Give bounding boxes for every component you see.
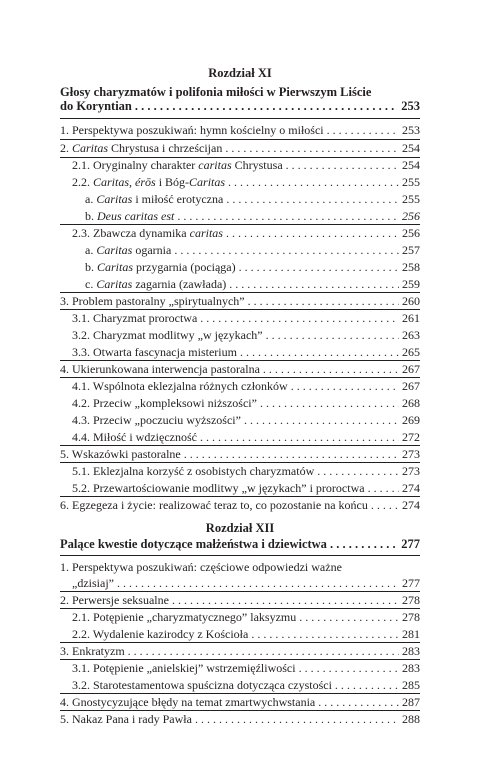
divider <box>60 642 420 643</box>
toc-entry[interactable] <box>72 661 420 676</box>
toc-entry[interactable] <box>72 576 420 591</box>
divider <box>60 608 420 609</box>
toc-entry[interactable] <box>72 610 420 625</box>
entry-label: 2. Perwersje seksualne <box>60 593 169 607</box>
leader-dots <box>226 226 399 241</box>
leader-dots <box>172 593 399 608</box>
entry-label: 4.4. Miłość i wdzięczność <box>72 430 197 444</box>
toc-entry[interactable] <box>72 158 420 173</box>
leader-dots <box>317 464 399 479</box>
page-number: 274 <box>402 498 420 512</box>
divider <box>60 555 420 556</box>
entry-label: 3.1. Potępienie „anielskiej” wstrzemięźliwości <box>72 661 296 675</box>
divider <box>60 224 420 225</box>
toc-entry[interactable] <box>72 413 420 428</box>
page-number: 288 <box>402 712 420 726</box>
divider <box>60 118 420 119</box>
page-number: 283 <box>402 644 420 658</box>
toc-entry[interactable] <box>60 123 420 138</box>
entry-label: 2.1. Oryginalny charakter caritas Chrystusa <box>72 158 283 172</box>
page-number: 253 <box>402 123 420 137</box>
leader-dots <box>174 243 399 258</box>
entry-label: a. Caritas i miłość erotyczna <box>85 192 224 206</box>
divider <box>60 445 420 446</box>
entry-label: 4.1. Wspólnota eklezjalna różnych członków <box>72 379 288 393</box>
divider <box>60 360 420 361</box>
divider <box>60 710 420 711</box>
leader-dots <box>291 379 399 394</box>
divider <box>60 462 420 463</box>
page-number: 267 <box>402 362 420 376</box>
divider <box>60 693 420 694</box>
leader-dots <box>244 413 399 428</box>
leader-dots <box>327 123 399 138</box>
toc-entry[interactable] <box>72 481 420 496</box>
entry-label: 2. Caritas Chrystusa i chrześcijan <box>60 141 223 155</box>
leader-dots <box>368 481 399 496</box>
page-number: 272 <box>402 430 420 444</box>
entry-label: 1. Perspektywa poszukiwań: hymn kościelny o miłości <box>60 123 324 137</box>
page-number: 277 <box>402 576 420 590</box>
leader-dots <box>251 627 399 642</box>
toc-entry[interactable] <box>60 644 420 659</box>
leader-dots <box>117 576 399 591</box>
leader-dots <box>263 362 399 377</box>
page-number: 256 <box>402 226 420 240</box>
chapter-title-entry[interactable] <box>60 537 420 552</box>
entry-label: 2.2. Caritas, érōs i Bóg-Caritas <box>72 175 226 189</box>
toc-entry[interactable] <box>72 678 420 693</box>
leader-dots <box>318 695 399 710</box>
divider <box>60 139 420 140</box>
toc-entry[interactable] <box>72 345 420 360</box>
entry-label: 3.2. Starotestamentowa spuścizna dotycząca czystości <box>72 678 332 692</box>
toc-entry[interactable] <box>60 498 420 513</box>
leader-dots <box>184 447 399 462</box>
page-number: 258 <box>402 260 420 274</box>
entry-label: 3.1. Charyzmat proroctwa <box>72 311 198 325</box>
page-number: 278 <box>402 593 420 607</box>
page-number: 287 <box>402 695 420 709</box>
toc-entry[interactable] <box>60 560 420 575</box>
toc-entry[interactable] <box>72 464 420 479</box>
leader-dots <box>239 260 399 275</box>
entry-label: 5. Nakaz Pana i rady Pawła <box>60 712 192 726</box>
chapter-heading: Rozdział XII <box>205 521 275 535</box>
toc-entry[interactable] <box>72 627 420 642</box>
toc-entry[interactable] <box>60 593 420 608</box>
page-number: 257 <box>402 243 420 257</box>
toc-entry[interactable] <box>85 243 420 258</box>
page-number: 259 <box>402 277 420 291</box>
entry-label: 4. Ukierunkowana interwencja pastoralna <box>60 362 260 376</box>
page-number: 277 <box>401 537 420 551</box>
chapter-title-entry[interactable] <box>60 99 420 114</box>
leader-dots <box>226 192 399 207</box>
leader-dots <box>299 661 399 676</box>
entry-label: 5.2. Przewartościowanie modlitwy „w językach” i proroctwa <box>72 481 365 495</box>
leader-dots <box>260 396 399 411</box>
leader-dots <box>286 158 399 173</box>
entry-label: 5. Wskazówki pastoralne <box>60 447 181 461</box>
page-number: 254 <box>402 158 420 172</box>
leader-dots <box>248 294 399 309</box>
toc-entry[interactable] <box>85 209 420 224</box>
page-number: 278 <box>402 610 420 624</box>
page-number: 261 <box>402 311 420 325</box>
page-number: 267 <box>402 379 420 393</box>
page-number: 283 <box>402 661 420 675</box>
leader-dots <box>371 498 399 513</box>
leader-dots <box>240 345 399 360</box>
page-number: 255 <box>402 192 420 206</box>
leader-dots <box>128 644 399 659</box>
page-number: 256 <box>402 209 420 223</box>
toc-entry[interactable] <box>72 379 420 394</box>
page-number: 255 <box>402 175 420 189</box>
divider <box>60 377 420 378</box>
toc-page <box>60 0 420 773</box>
toc-entry[interactable] <box>72 311 420 326</box>
toc-entry[interactable] <box>60 362 420 377</box>
leader-dots <box>177 209 399 224</box>
divider <box>60 496 420 497</box>
toc-entry[interactable] <box>72 396 420 411</box>
toc-entry[interactable] <box>72 328 420 343</box>
leader-dots <box>330 537 398 552</box>
page-number: 260 <box>402 294 420 308</box>
toc-entry[interactable] <box>60 695 420 710</box>
chapter-title: Głosy charyzmatów i polifonia miłości w Pierwszym Liście <box>60 85 372 99</box>
page-number: 274 <box>402 481 420 495</box>
entry-label: c. Caritas zagarnia (zawłada) <box>85 277 227 291</box>
leader-dots <box>228 175 399 190</box>
leader-dots <box>335 678 399 693</box>
toc-entry[interactable] <box>60 712 420 727</box>
entry-label: 2.1. Potępienie „charyzmatycznego” laksyzmu <box>72 610 297 624</box>
page-number: 254 <box>402 141 420 155</box>
toc-entry[interactable] <box>85 192 420 207</box>
entry-label: b. Caritas przygarnia (pociąga) <box>85 260 236 274</box>
leader-dots <box>299 610 399 625</box>
leader-dots <box>266 328 399 343</box>
leader-dots <box>200 311 399 326</box>
divider <box>60 659 420 660</box>
page-number: 269 <box>402 413 420 427</box>
entry-label: „dzisiaj” <box>72 576 114 590</box>
page-number: 253 <box>401 99 420 113</box>
toc-entry[interactable] <box>60 447 420 462</box>
toc-entry[interactable] <box>85 260 420 275</box>
toc-entry[interactable] <box>72 226 420 241</box>
toc-entry[interactable] <box>85 277 420 292</box>
toc-entry[interactable] <box>72 430 420 445</box>
entry-label: b. Deus caritas est <box>85 209 175 223</box>
toc-entry[interactable] <box>72 175 420 190</box>
entry-label: 4.3. Przeciw „poczuciu wyższości” <box>72 413 241 427</box>
entry-label: 1. Perspektywa poszukiwań: częściowe odpowiedzi ważne <box>60 560 342 574</box>
leader-dots <box>135 99 398 114</box>
page-number: 285 <box>402 678 420 692</box>
leader-dots <box>195 712 399 727</box>
leader-dots <box>200 430 399 445</box>
toc-entry[interactable] <box>60 141 420 156</box>
chapter-title-line2: do Koryntian <box>60 99 132 113</box>
chapter-heading: Rozdział XI <box>208 66 272 80</box>
page-number: 268 <box>402 396 420 410</box>
entry-label: a. Caritas ogarnia <box>85 243 172 257</box>
page-number: 273 <box>402 464 420 478</box>
entry-label: 4. Gnostycyzujące błędy na temat zmartwychwstania <box>60 695 316 709</box>
toc-entry[interactable] <box>60 294 420 309</box>
entry-label: 3.3. Otwarta fascynacja misterium <box>72 345 237 359</box>
entry-label: 4.2. Przeciw „kompleksowi niższości” <box>72 396 257 410</box>
page-number: 265 <box>402 345 420 359</box>
divider <box>60 591 420 592</box>
page-number: 273 <box>402 447 420 461</box>
entry-label: 3.2. Charyzmat modlitwy „w językach” <box>72 328 263 342</box>
divider <box>60 309 420 310</box>
entry-label: 3. Problem pastoralny „spirytualnych” <box>60 294 245 308</box>
chapter-title: Palące kwestie dotyczące małżeństwa i dziewictwa <box>60 537 327 551</box>
entry-label: 6. Egzegeza i życie: realizować teraz to, co pozostanie na końcu <box>60 498 368 512</box>
entry-label: 3. Enkratyzm <box>60 644 125 658</box>
entry-label: 2.2. Wydalenie kazirodcy z Kościoła <box>72 627 249 641</box>
page-number: 263 <box>402 328 420 342</box>
entry-label: 5.1. Eklezjalna korzyść z osobistych charyzmatów <box>72 464 315 478</box>
entry-label: 2.3. Zbawcza dynamika caritas <box>72 226 223 240</box>
divider <box>60 292 420 293</box>
page-number: 281 <box>402 627 420 641</box>
leader-dots <box>229 277 399 292</box>
leader-dots <box>225 141 399 156</box>
